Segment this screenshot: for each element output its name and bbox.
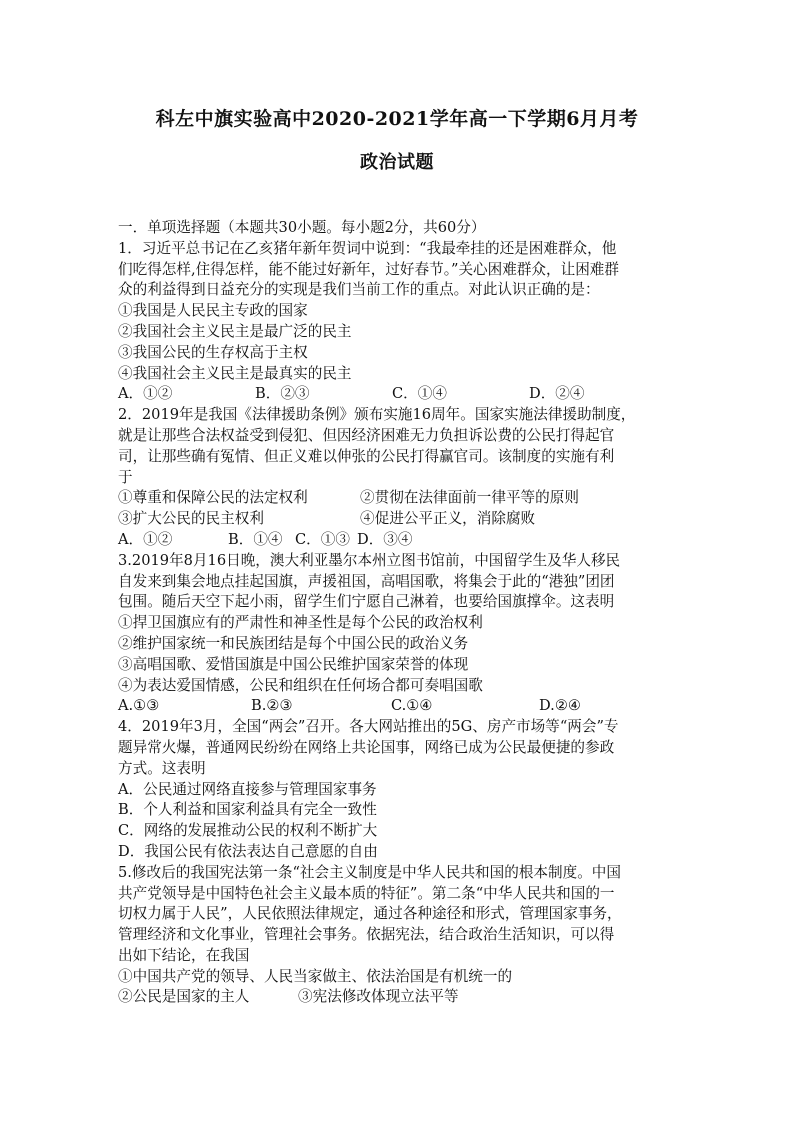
option-c: C．①④ [392, 385, 447, 403]
choice-d: D．我国公民有依法表达自己意愿的自由 [118, 842, 378, 860]
question-stem-line: 于 [118, 468, 133, 486]
option-d: D．③④ [357, 530, 413, 548]
question-stem-line: 共产党领导是中国特色社会主义最本质的特征”。第二条“中华人民共和国的一 [118, 884, 615, 902]
section-heading: 一．单项选择题（本题共30小题。每小题2分，共60分） [118, 219, 486, 236]
question-stem-line: 题异常火爆，普通网民纷纷在网络上共论国事，网络已成为公民最便捷的参政 [118, 738, 615, 756]
statement-item: ③宪法修改体现立法平等 [298, 988, 459, 1006]
option-a: A.①③ [118, 697, 160, 715]
question-1 [118, 239, 678, 405]
statement-item: ④为表达爱国情感，公民和组织在任何场合都可奏唱国歌 [118, 676, 483, 694]
option-b: B.②③ [251, 697, 293, 715]
option-d: D．②④ [529, 385, 585, 403]
statement-item: ③我国公民的生存权高于主权 [118, 343, 308, 361]
question-stem-line: 2．2019年是我国《法律援助条例》颁布实施16周年。国家实施法律援助制度， [118, 406, 636, 424]
question-5 [118, 863, 678, 1009]
statement-item: ③扩大公民的民主权利 [118, 510, 264, 528]
statement-item: ①我国是人民民主专政的国家 [118, 302, 308, 320]
answer-options [118, 384, 678, 405]
option-c: C．①③ [295, 530, 350, 548]
question-2 [118, 405, 678, 551]
question-stem-line: 方式。这表明 [118, 759, 206, 777]
question-stem-line: 就是让那些合法权益受到侵犯、但因经济困难无力负担诉讼费的公民打得起官 [118, 426, 615, 444]
question-stem-line: 自发来到集会地点挂起国旗，声援祖国，高唱国歌，将集会于此的“港独”团团 [118, 572, 615, 590]
exam-content [118, 218, 678, 1008]
statement-item: ②公民是国家的主人 [118, 988, 250, 1006]
question-3 [118, 551, 678, 717]
option-b: B．①④ [228, 530, 283, 548]
question-4 [118, 717, 678, 863]
question-stem-line: 3.2019年8月16日晚，澳大利亚墨尔本州立图书馆前，中国留学生及华人移民 [118, 551, 621, 569]
choice-b: B．个人利益和国家利益具有完全一致性 [118, 801, 377, 819]
statement-item: ①尊重和保障公民的法定权利 [118, 489, 308, 507]
question-stem-line: 1．习近平总书记在乙亥猪年新年贺词中说到：“我最牵挂的还是困难群众，他 [118, 239, 617, 257]
statement-item: ④我国社会主义民主是最真实的民主 [118, 364, 352, 382]
statement-item: ③高唱国歌、爱惜国旗是中国公民维护国家荣誉的体现 [118, 655, 469, 673]
question-stem-line: 5.修改后的我国宪法第一条“社会主义制度是中华人民共和国的根本制度。中国 [118, 863, 621, 881]
statement-row [118, 987, 678, 1008]
exam-subtitle: 政治试题 [360, 152, 434, 173]
statement-item: ④促进公平正义，消除腐败 [360, 510, 536, 528]
statement-row [118, 488, 678, 509]
question-stem-line: 4．2019年3月，全国“两会”召开。各大网站推出的5G、房产市场等“两会”专 [118, 718, 619, 736]
answer-options [118, 696, 678, 717]
option-a: A．①② [118, 385, 173, 403]
statement-row [118, 509, 678, 530]
choice-a: A．公民通过网络直接参与管理国家事务 [118, 780, 377, 798]
exam-title: 科左中旗实验高中2020-2021学年高一下学期6月月考 [155, 108, 639, 130]
question-stem-line: 包围。随后天空下起小雨，留学生们宁愿自己淋着，也要给国旗撑伞。这表明 [118, 593, 615, 611]
option-c: C.①④ [391, 697, 433, 715]
question-stem-line: 出如下结论，在我国 [118, 946, 250, 964]
option-b: B．②③ [255, 385, 310, 403]
question-stem-line: 众的利益得到日益充分的实现是我们当前工作的重点。对此认识正确的是： [118, 281, 600, 299]
question-stem-line: 管理经济和文化事业，管理社会事务。依据宪法，结合政治生活知识，可以得 [118, 926, 615, 944]
statement-item: ②贯彻在法律面前一律平等的原则 [360, 489, 579, 507]
option-a: A．①② [118, 530, 173, 548]
answer-options [118, 530, 678, 551]
statement-item: ①捍卫国旗应有的严肃性和神圣性是每个公民的政治权利 [118, 614, 483, 632]
option-d: D.②④ [539, 697, 581, 715]
question-stem-line: 司，让那些确有冤情、但正义难以伸张的公民打得赢官司。该制度的实施有利 [118, 447, 615, 465]
statement-item: ②我国社会主义民主是最广泛的民主 [118, 322, 352, 340]
question-stem-line: 切权力属于人民”，人民依照法律规定，通过各种途径和形式，管理国家事务， [118, 905, 622, 923]
statement-item: ①中国共产党的领导、人民当家做主、依法治国是有机统一的 [118, 967, 513, 985]
statement-item: ②维护国家统一和民族团结是每个中国公民的政治义务 [118, 634, 469, 652]
question-stem-line: 们吃得怎样,住得怎样，能不能过好新年，过好春节。”关心困难群众，让困难群 [118, 260, 619, 278]
choice-c: C．网络的发展推动公民的权利不断扩大 [118, 822, 378, 840]
